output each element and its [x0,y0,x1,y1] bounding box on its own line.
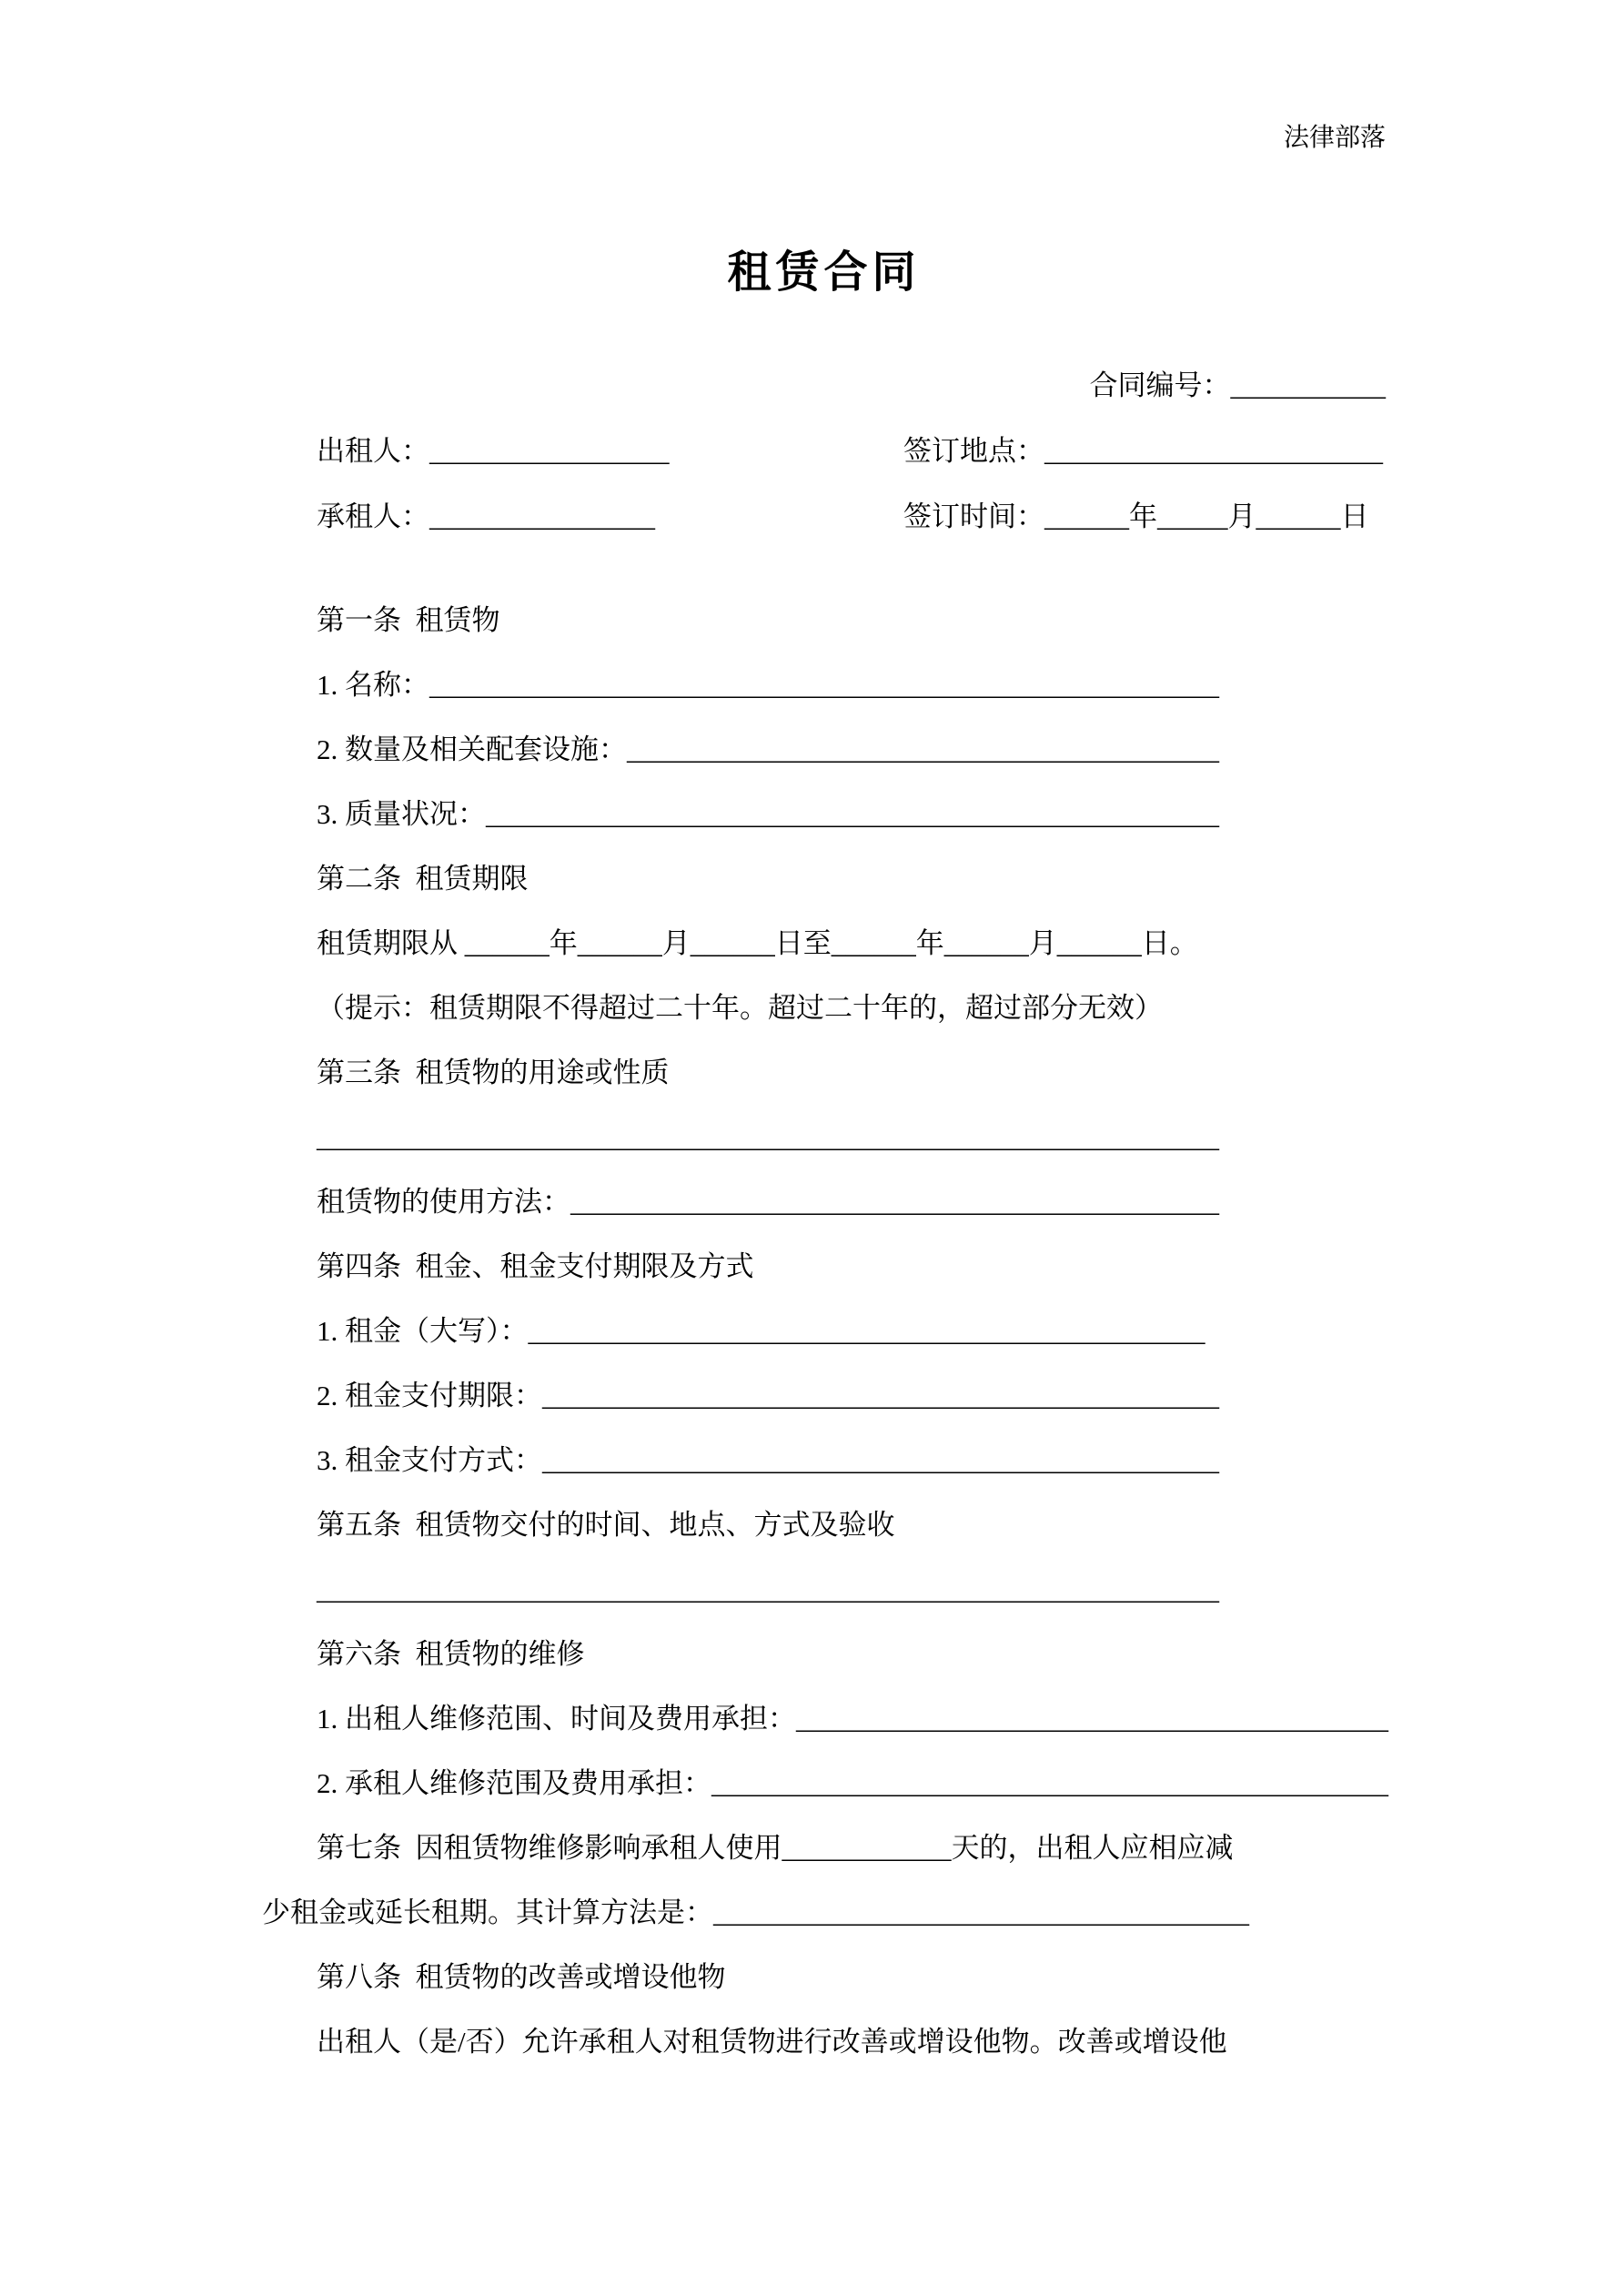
article-3-blank-line: ________________________________________________________________ [317,1121,1219,1153]
rent-payment-term-line: 2. 租金支付期限：________________________________________________ [317,1380,1219,1411]
lease-item-name-line: 1. 名称：________________________________________________________ [317,669,1219,701]
article-4-heading: 第四条 租金、租金支付期限及方式 [317,1250,754,1282]
sign-time-line: 签订时间：______年_____月______日 [903,501,1369,532]
lessee-repair-line: 2. 承租人维修范围及费用承担：________________________________________________ [317,1767,1388,1799]
article-6-heading: 第六条 租赁物的维修 [317,1638,585,1670]
article-7-text-line-2: 少租金或延长租期。其计算方法是：______________________________________ [262,1896,1249,1928]
article-8-heading: 第八条 租赁物的改善或增设他物 [317,1961,726,1993]
sign-place-line: 签订地点：________________________ [903,435,1383,467]
lessor-line: 出租人：_________________ [317,435,670,467]
brand-watermark: 法律部落 [1283,124,1386,152]
lease-item-quantity-line: 2. 数量及相关配套设施：__________________________________________ [317,733,1219,765]
lessee-line: 承租人：________________ [317,501,655,532]
contract-body [262,588,1386,2074]
lease-item-quality-line: 3. 质量状况：____________________________________________________ [317,798,1219,830]
lease-term-dates-line: 租赁期限从 ______年______月______日至______年______月______日。 [317,927,1198,959]
article-2-heading: 第二条 租赁期限 [317,863,529,895]
article-1-heading: 第一条 租赁物 [317,604,500,636]
lease-term-note: （提示：租赁期限不得超过二十年。超过二十年的，超过部分无效） [317,992,1163,1024]
article-8-text-line: 出租人（是/否）允许承租人对租赁物进行改善或增设他物。改善或增设他 [317,2026,1227,2058]
article-5-heading: 第五条 租赁物交付的时间、地点、方式及验收 [317,1509,895,1541]
rent-amount-line: 1. 租金（大写）：________________________________________________ [317,1315,1205,1347]
article-5-blank-line: ________________________________________________________________ [317,1573,1219,1605]
rent-payment-method-line: 3. 租金支付方式：________________________________________________ [317,1444,1219,1476]
page-title: 租赁合同 [727,248,921,297]
usage-method-line: 租赁物的使用方法：______________________________________________ [317,1186,1219,1218]
parties-row-2 [317,497,1386,537]
article-3-heading: 第三条 租赁物的用途或性质 [317,1057,670,1088]
lessor-repair-line: 1. 出租人维修范围、时间及费用承担：__________________________________________ [317,1703,1388,1735]
article-7-text-line-1: 第七条 因租赁物维修影响承租人使用____________天的，出租人应相应减 [317,1832,1234,1864]
contract-number-line: 合同编号：___________ [1089,369,1386,401]
parties-row-1 [317,431,1386,471]
